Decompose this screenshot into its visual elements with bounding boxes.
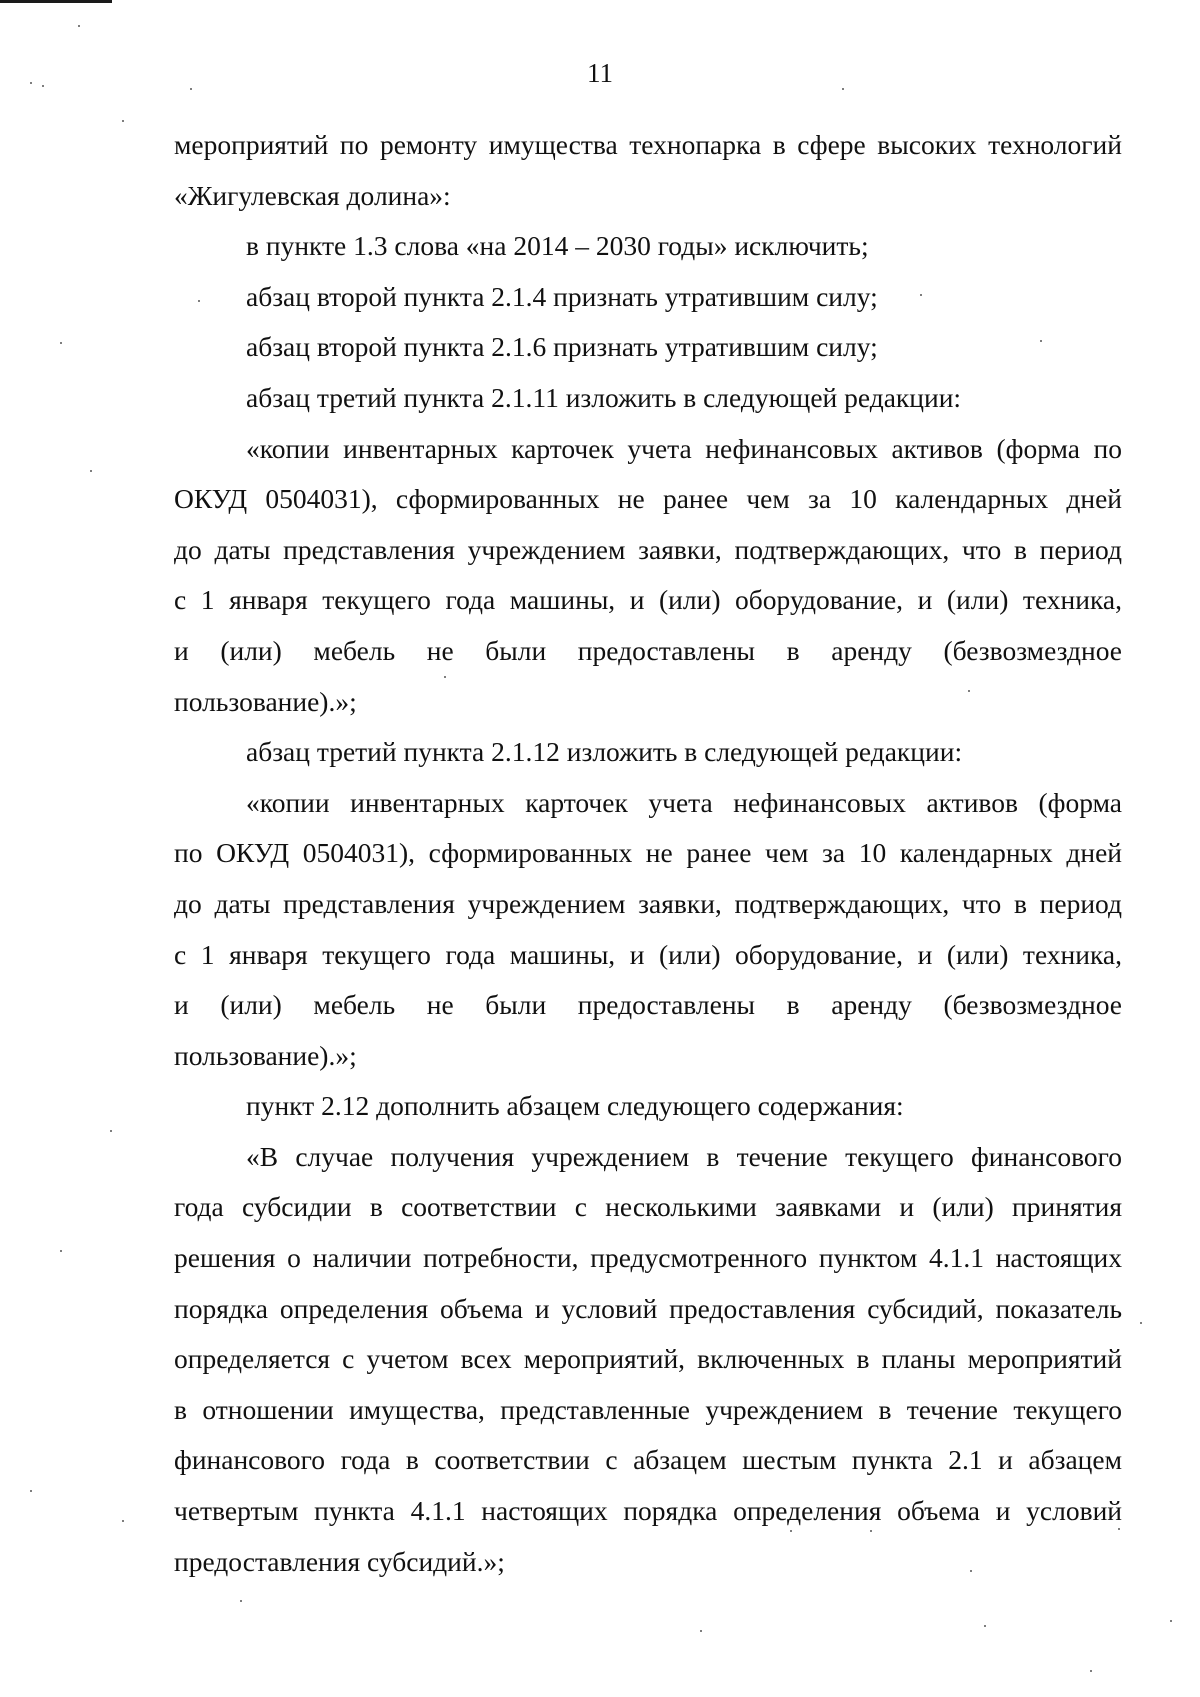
text-line: «В случае получения учреждением в течение текущего финансового <box>246 1140 1122 1172</box>
text-line: года субсидии в соответствии с несколькими заявками и (или) принятия <box>174 1191 1122 1223</box>
paragraph-item-1-3 <box>174 221 1122 272</box>
text-line: абзац второй пункта 2.1.4 признать утратившим силу; <box>246 280 878 312</box>
text-line: определяется с учетом всех мероприятий, включенных в планы мероприятий <box>174 1343 1122 1375</box>
text-line: абзац третий пункта 2.1.12 изложить в следующей редакции: <box>246 736 963 768</box>
page-number: 11 <box>587 58 613 88</box>
text-line: по ОКУД 0504031), сформированных не ранее чем за 10 календарных дней <box>174 837 1122 869</box>
paragraph-quote-2-1-11 <box>174 424 1122 728</box>
text-line: с 1 января текущего года машины, и (или) оборудование, и (или) техника, <box>174 584 1122 616</box>
document-body <box>174 120 1122 1587</box>
text-line: порядка определения объема и условий предоставления субсидий, показатель <box>174 1292 1122 1324</box>
text-line: и (или) мебель не были предоставлены в аренду (безвозмездное <box>174 634 1122 666</box>
text-line: «копии инвентарных карточек учета нефинансовых активов (форма по <box>246 432 1122 464</box>
text-line: и (или) мебель не были предоставлены в аренду (безвозмездное <box>174 989 1122 1021</box>
text-line: «копии инвентарных карточек учета нефинансовых активов (форма <box>246 786 1122 818</box>
paragraph-quote-2-1-12 <box>174 778 1122 1082</box>
text-line: до даты представления учреждением заявки, подтверждающих, что в период <box>174 533 1122 565</box>
text-line: мероприятий по ремонту имущества технопарка в сфере высоких технологий <box>174 129 1122 160</box>
text-line: в отношении имущества, представленные учреждением в течение текущего <box>174 1393 1122 1425</box>
text-line: «Жигулевская долина»: <box>174 179 451 211</box>
text-line: пользование).»; <box>174 685 357 717</box>
paragraph-item-2-1-6 <box>174 322 1122 373</box>
paragraph-continuation <box>174 120 1122 221</box>
text-line: предоставления субсидий.»; <box>174 1545 505 1577</box>
text-line: пункт 2.12 дополнить абзацем следующего содержания: <box>246 1090 904 1122</box>
text-line: до даты представления учреждением заявки, подтверждающих, что в период <box>174 887 1122 919</box>
text-line: пользование).»; <box>174 1039 357 1071</box>
text-line: решения о наличии потребности, предусмотренного пунктом 4.1.1 настоящих <box>174 1242 1122 1274</box>
text-line: в пункте 1.3 слова «на 2014 – 2030 годы» исключить; <box>246 230 869 262</box>
paragraph-item-2-12 <box>174 1081 1122 1132</box>
text-line: абзац второй пункта 2.1.6 признать утратившим силу; <box>246 331 878 363</box>
scan-corner-mark <box>0 0 112 3</box>
text-line: абзац третий пункта 2.1.11 изложить в следующей редакции: <box>246 381 962 413</box>
paragraph-item-2-1-12 <box>174 727 1122 778</box>
text-line: четвертым пункта 4.1.1 настоящих порядка определения объема и условий <box>174 1495 1122 1527</box>
paragraph-item-2-1-4 <box>174 272 1122 323</box>
paragraph-quote-2-12 <box>174 1132 1122 1587</box>
paragraph-item-2-1-11 <box>174 373 1122 424</box>
text-line: с 1 января текущего года машины, и (или) оборудование, и (или) техника, <box>174 938 1122 970</box>
text-line: ОКУД 0504031), сформированных не ранее чем за 10 календарных дней <box>174 483 1122 515</box>
text-line: финансового года в соответствии с абзацем шестым пункта 2.1 и абзацем <box>174 1444 1122 1476</box>
